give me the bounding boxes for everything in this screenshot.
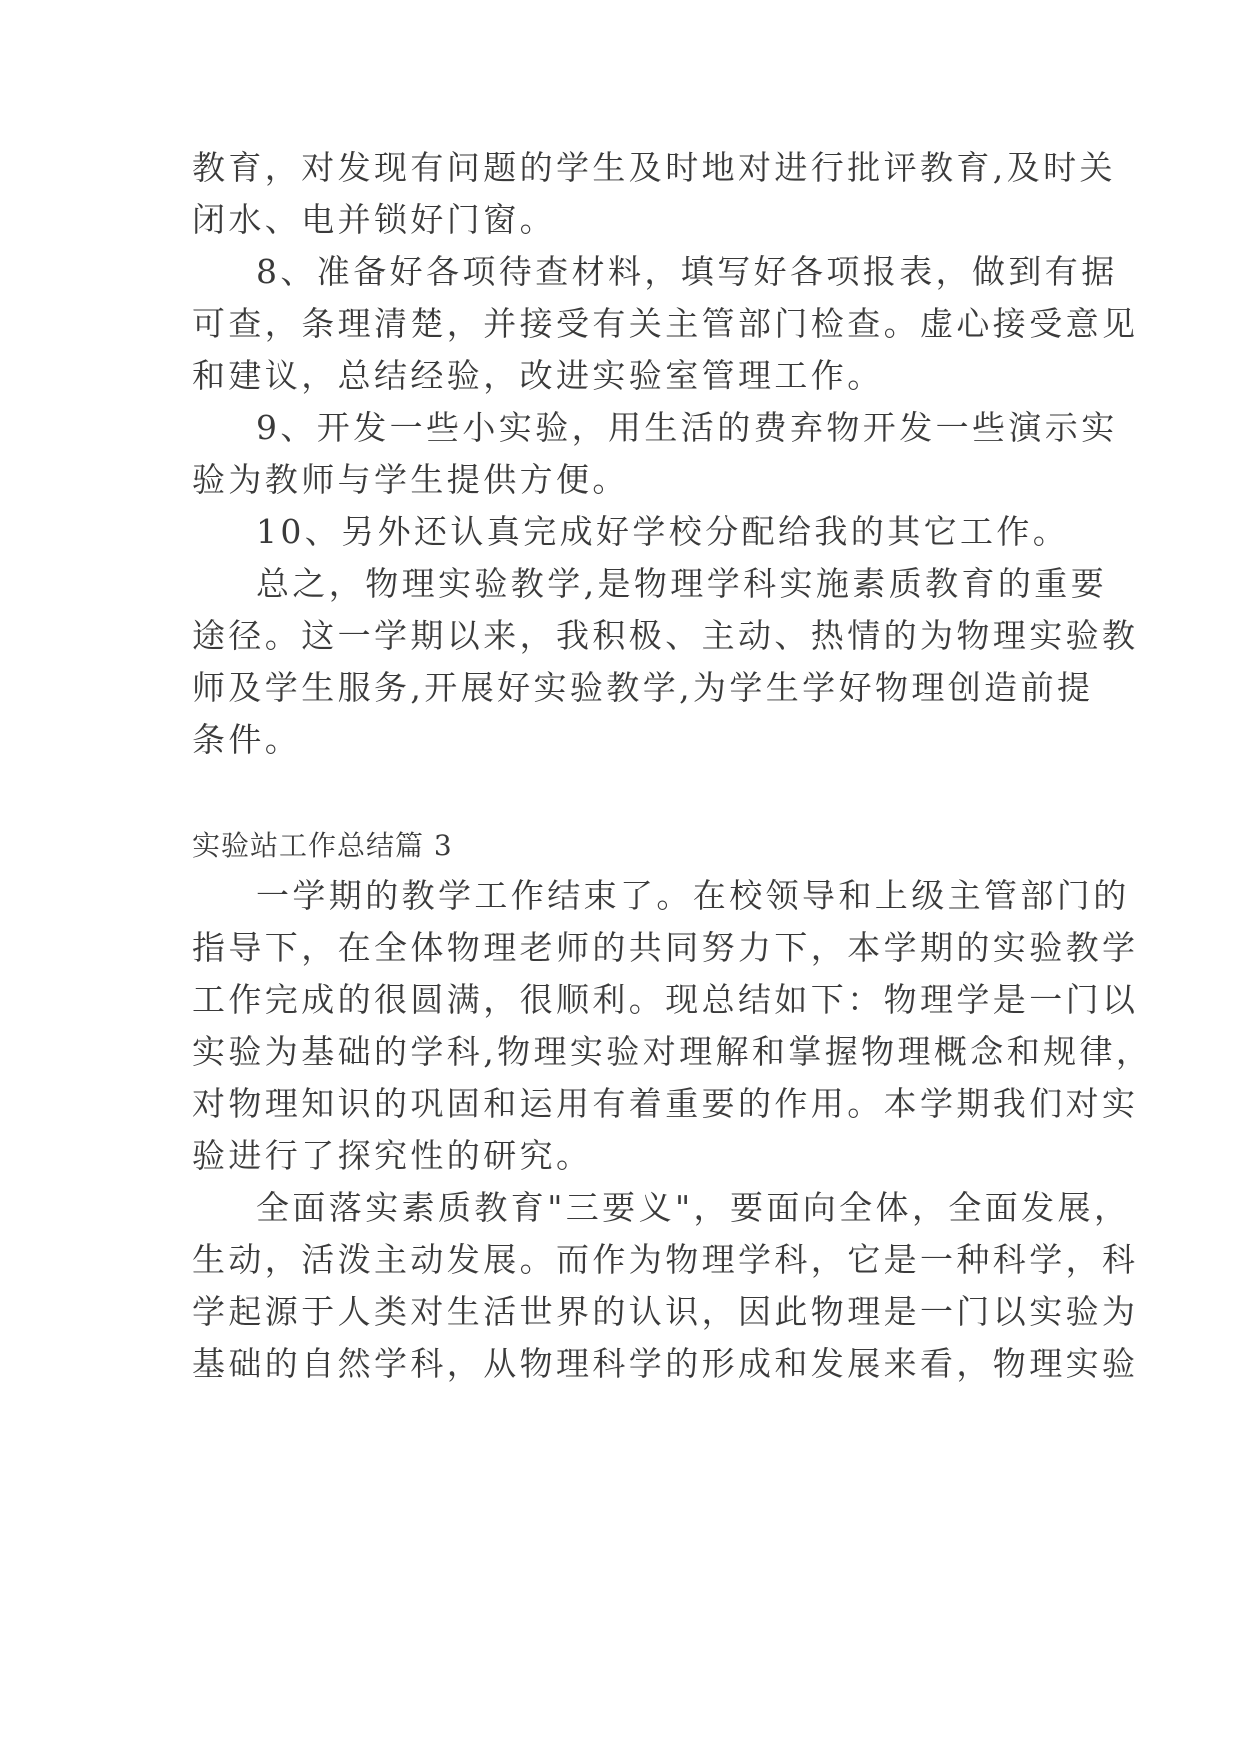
paragraph-line: 可查，条理清楚，并接受有关主管部门检查。虚心接受意见 xyxy=(192,304,1139,343)
paragraph-line: 一学期的教学工作结束了。在校领导和上级主管部门的 xyxy=(256,876,1130,915)
paragraph-line: 8、准备好各项待查材料，填写好各项报表，做到有据 xyxy=(256,252,1118,291)
paragraph-line: 全面落实素质教育"三要义"，要面向全体，全面发展， xyxy=(256,1188,1131,1227)
paragraph-line: 对物理知识的巩固和运用有着重要的作用。本学期我们对实 xyxy=(192,1084,1139,1123)
paragraph-line: 生动，活泼主动发展。而作为物理学科，它是一种科学，科 xyxy=(192,1240,1139,1279)
paragraph-line: 验为教师与学生提供方便。 xyxy=(192,460,629,499)
paragraph-line: 指导下，在全体物理老师的共同努力下，本学期的实验教学 xyxy=(192,928,1139,967)
paragraph-line: 9、开发一些小实验，用生活的费弃物开发一些演示实 xyxy=(256,408,1118,447)
paragraph-line: 基础的自然学科，从物理科学的形成和发展来看，物理实验 xyxy=(192,1344,1139,1383)
paragraph-line: 途径。这一学期以来，我积极、主动、热情的为物理实验教 xyxy=(192,616,1139,655)
paragraph-line: 10、另外还认真完成好学校分配给我的其它工作。 xyxy=(256,512,1070,551)
paragraph-line: 条件。 xyxy=(192,720,302,759)
paragraph-line: 闭水、电并锁好门窗。 xyxy=(192,200,556,239)
section-heading: 实验站工作总结篇 3 xyxy=(192,829,453,862)
paragraph-line: 总之，物理实验教学,是物理学科实施素质教育的重要 xyxy=(256,564,1108,603)
paragraph-line: 工作完成的很圆满，很顺利。现总结如下：物理学是一门以 xyxy=(192,980,1139,1019)
paragraph-line: 师及学生服务,开展好实验教学,为学生学好物理创造前提 xyxy=(192,668,1094,707)
paragraph-line: 学起源于人类对生活世界的认识，因此物理是一门以实验为 xyxy=(192,1292,1139,1331)
paragraph-line: 验进行了探究性的研究。 xyxy=(192,1136,593,1175)
paragraph-line: 教育，对发现有问题的学生及时地对进行批评教育,及时关 xyxy=(192,148,1116,187)
paragraph-line: 和建议，总结经验，改进实验室管理工作。 xyxy=(192,356,884,395)
paragraph-line: 实验为基础的学科,物理实验对理解和掌握物理概念和规律， xyxy=(192,1032,1153,1071)
